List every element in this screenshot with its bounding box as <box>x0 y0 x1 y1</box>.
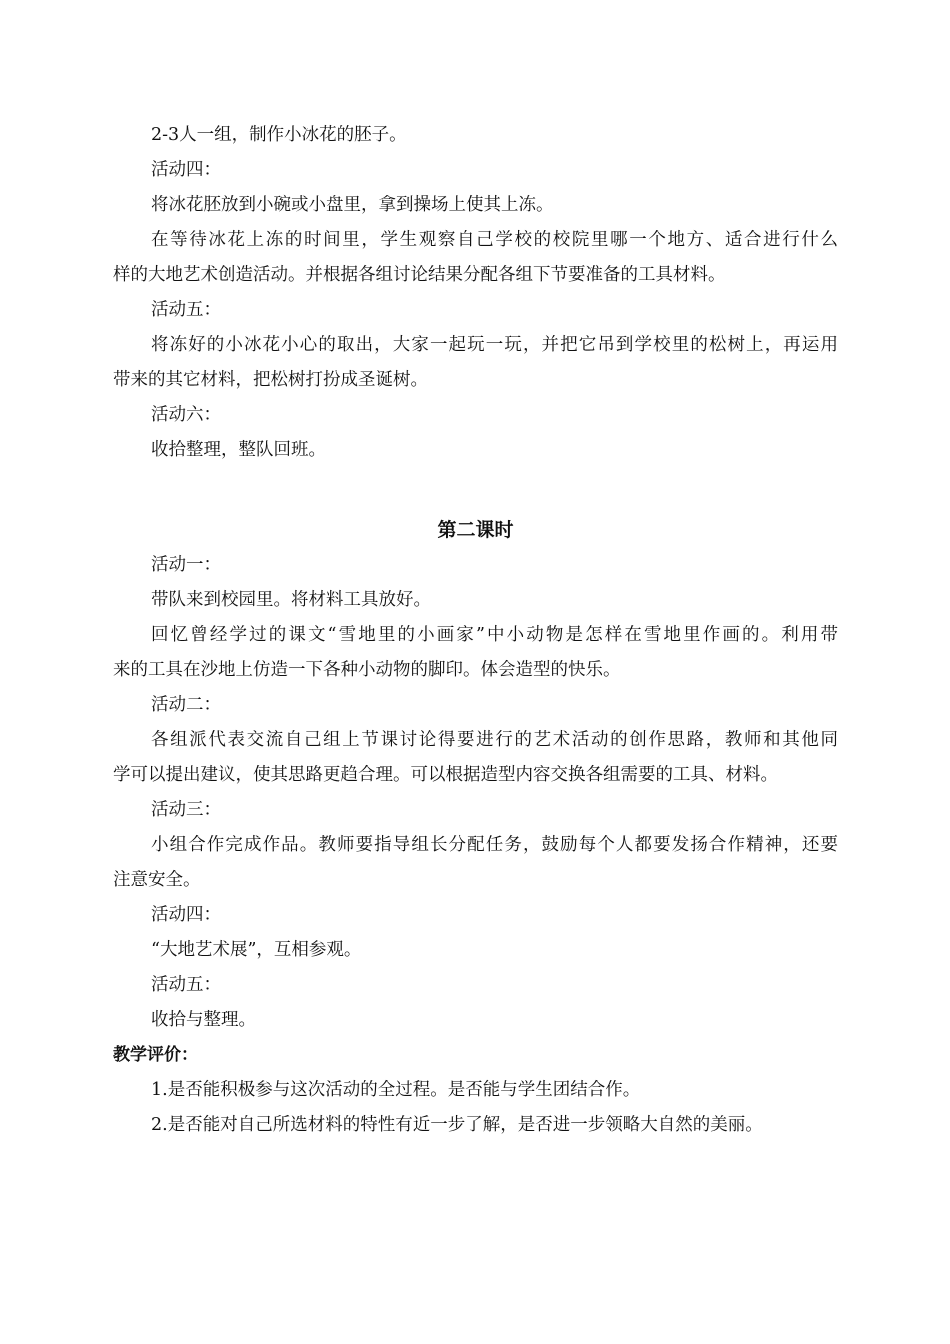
paragraph-line: 学可以提出建议，使其思路更趋合理。可以根据造型内容交换各组需要的工具、材料。 <box>113 765 778 785</box>
paragraph-line: 收拾整理，整队回班。 <box>151 440 326 460</box>
paragraph-line: 样的大地艺术创造活动。并根据各组讨论结果分配各组下节要准备的工具材料。 <box>113 265 726 285</box>
paragraph-line: 2-3人一组，制作小冰花的胚子。 <box>151 125 407 145</box>
activity-label: 活动四： <box>151 160 221 180</box>
paragraph-line: 带队来到校园里。将材料工具放好。 <box>151 590 431 610</box>
evaluation-item: 2.是否能对自己所选材料的特性有近一步了解，是否进一步领略大自然的美丽。 <box>151 1115 763 1135</box>
paragraph-line: 带来的其它材料，把松树打扮成圣诞树。 <box>113 370 428 390</box>
activity-label: 活动二： <box>151 695 221 715</box>
document-page <box>113 118 838 1143</box>
paragraph-line: 来的工具在沙地上仿造一下各种小动物的脚印。体会造型的快乐。 <box>113 660 621 680</box>
activity-label: 活动五： <box>151 300 221 320</box>
paragraph-line: 小组合作完成作品。教师要指导组长分配任务，鼓励每个人都要发扬合作精神，还要 <box>151 835 838 855</box>
paragraph-line: 收拾与整理。 <box>151 1010 256 1030</box>
paragraph-line: 回忆曾经学过的课文“雪地里的小画家”中小动物是怎样在雪地里作画的。利用带 <box>151 625 838 645</box>
activity-label: 活动五： <box>151 975 221 995</box>
section-heading: 第二课时 <box>437 519 514 541</box>
paragraph-line: “大地艺术展”，互相参观。 <box>151 940 362 960</box>
evaluation-label: 教学评价： <box>113 1045 198 1065</box>
paragraph-line: 将冻好的小冰花小心的取出，大家一起玩一玩，并把它吊到学校里的松树上，再运用 <box>151 335 838 355</box>
activity-label: 活动六： <box>151 405 221 425</box>
activity-label: 活动三： <box>151 800 221 820</box>
paragraph-line: 各组派代表交流自己组上节课讨论得要进行的艺术活动的创作思路，教师和其他同 <box>151 730 838 750</box>
paragraph-line: 将冰花胚放到小碗或小盘里，拿到操场上使其上冻。 <box>151 195 554 215</box>
evaluation-item: 1.是否能积极参与这次活动的全过程。是否能与学生团结合作。 <box>151 1080 641 1100</box>
activity-label: 活动四： <box>151 905 221 925</box>
section-gap <box>113 468 838 512</box>
activity-label: 活动一： <box>151 555 221 575</box>
paragraph-line: 注意安全。 <box>113 870 201 890</box>
paragraph-line: 在等待冰花上冻的时间里，学生观察自己学校的校院里哪一个地方、适合进行什么 <box>151 230 838 250</box>
